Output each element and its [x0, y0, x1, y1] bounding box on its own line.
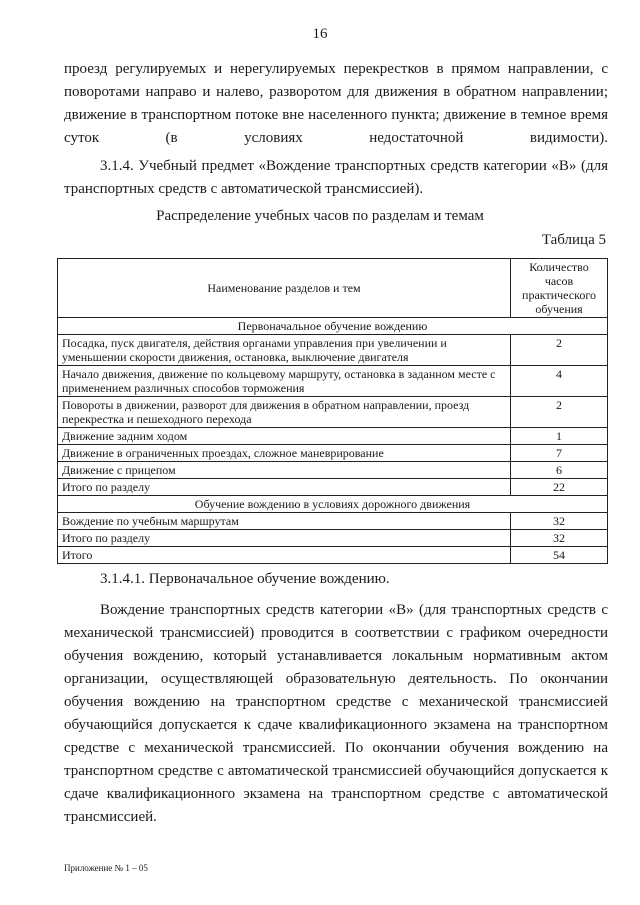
topic-name-cell: Итого по разделу — [58, 530, 511, 547]
column-header-hours: Количество часов практического обучения — [511, 259, 608, 318]
table-heading: Распределение учебных часов по разделам и темам — [156, 208, 484, 224]
section-title-cell: Первоначальное обучение вождению — [58, 318, 608, 335]
table-header-row — [58, 259, 608, 318]
table-row — [58, 547, 608, 564]
hours-cell: 54 — [511, 547, 608, 564]
topic-name-cell: Движение с прицепом — [58, 462, 511, 479]
table-row — [58, 445, 608, 462]
topic-name-cell: Посадка, пуск двигателя, действия органами управления при увеличении и уменьшении скорости движения, остановка, выключение двигателя — [58, 335, 511, 366]
hours-cell: 6 — [511, 462, 608, 479]
hours-cell: 7 — [511, 445, 608, 462]
hours-cell: 2 — [511, 397, 608, 428]
hours-cell: 2 — [511, 335, 608, 366]
table-row — [58, 462, 608, 479]
hours-cell: 22 — [511, 479, 608, 496]
topic-name-cell: Вождение по учебным маршрутам — [58, 513, 511, 530]
table-section-row — [58, 496, 608, 513]
hours-cell: 1 — [511, 428, 608, 445]
column-header-name: Наименование разделов и тем — [58, 259, 511, 318]
intro-paragraph: проезд регулируемых и нерегулируемых перекрестков в прямом направлении, с поворотами направо и налево, разворотом для движения в обратном направлении; движение в транспортном потоке вне населенного пункта; движение в темное время суток (в условиях недостаточной видимости). — [64, 61, 608, 146]
table-row — [58, 479, 608, 496]
section-3-1-4-paragraph: 3.1.4. Учебный предмет «Вождение транспортных средств категории «В» (для транспортных средств с автоматической трансмиссией). — [64, 158, 608, 197]
topic-name-cell: Начало движения, движение по кольцевому маршруту, остановка в заданном месте с применением различных способов торможения — [58, 366, 511, 397]
section-3-1-4-1-heading: 3.1.4.1. Первоначальное обучение вождению. — [100, 571, 390, 587]
topic-name-cell: Движение в ограниченных проездах, сложное маневрирование — [58, 445, 511, 462]
table-section-row — [58, 318, 608, 335]
topic-name-cell: Повороты в движении, разворот для движения в обратном направлении, проезд перекрестка и пешеходного перехода — [58, 397, 511, 428]
topic-name-cell: Итого по разделу — [58, 479, 511, 496]
hours-cell: 4 — [511, 366, 608, 397]
footer-note: Приложение № 1 – 05 — [64, 863, 148, 873]
table-row — [58, 335, 608, 366]
table-row — [58, 397, 608, 428]
section-title-cell: Обучение вождению в условиях дорожного движения — [58, 496, 608, 513]
table-row — [58, 366, 608, 397]
table-label: Таблица 5 — [541, 232, 606, 248]
topic-name-cell: Итого — [58, 547, 511, 564]
table-row — [58, 428, 608, 445]
hours-table — [57, 258, 608, 564]
table-row — [58, 513, 608, 530]
page-number: 16 — [312, 26, 328, 42]
table-body — [58, 318, 608, 564]
table-row — [58, 530, 608, 547]
hours-cell: 32 — [511, 530, 608, 547]
topic-name-cell: Движение задним ходом — [58, 428, 511, 445]
hours-cell: 32 — [511, 513, 608, 530]
section-3-1-4-1-paragraph: Вождение транспортных средств категории «В» (для транспортных средств с механической трансмиссией) проводится в соответствии с графиком очередности обучения вождению, который устанавливается локальным нормативным актом организации, осуществляющей образовательную деятельность. По окончании обучения вождению на транспортном средстве с механической трансмиссией обучающийся допускается к сдаче квалификационного экзамена на транспортном средстве с механической трансмиссией. По окончании обучения вождению на транспортном средстве с автоматической трансмиссией обучающийся допускается к сдаче квалификационного экзамена на транспортном средстве с автоматической трансмиссией. — [64, 602, 608, 825]
